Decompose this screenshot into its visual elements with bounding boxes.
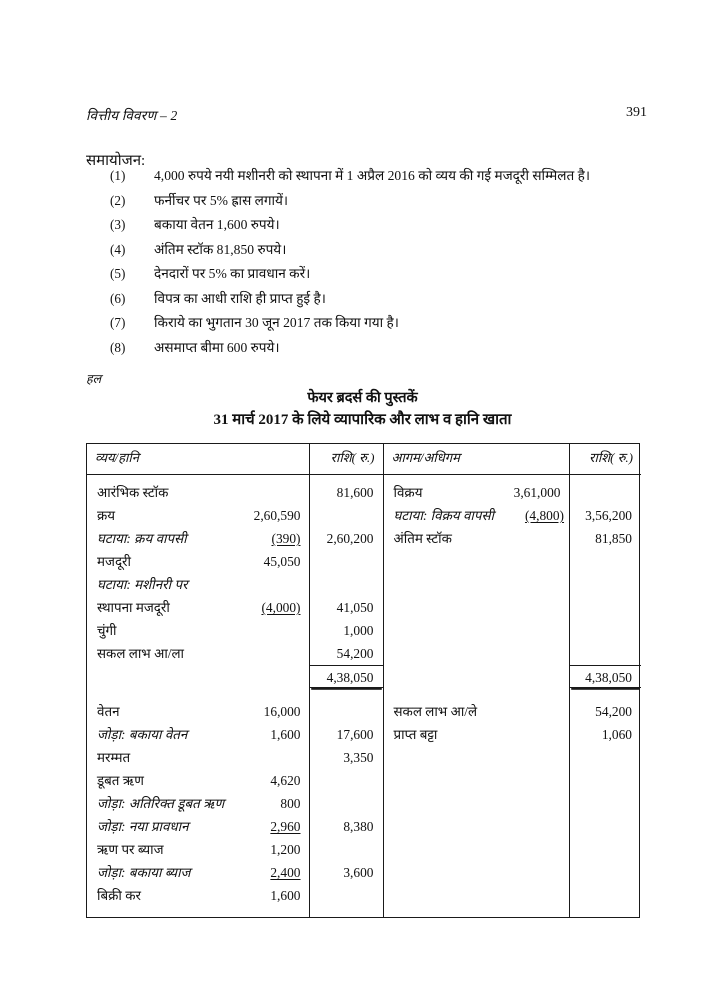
account-line-label: मजदूरी: [97, 554, 131, 569]
blank-line: [384, 861, 569, 884]
blank-line: [570, 792, 642, 815]
credit-particulars-column: [383, 475, 569, 918]
adjustment-text: देनदारों पर 5% का प्रावधान करें।: [154, 266, 311, 281]
account-line: [87, 792, 309, 815]
statement-heading-line2: 31 मार्च 2017 के लिये व्यापारिक और लाभ व हानि खाता: [213, 412, 512, 428]
credit-amount-lines: [570, 475, 642, 917]
blank-line: [570, 573, 642, 596]
running-head: वित्तीय विवरण – 2: [86, 108, 178, 123]
account-amount-cell: [310, 838, 383, 861]
trading-profit-loss-account-table: [86, 443, 640, 918]
account-line-inner-amount: (390): [271, 531, 301, 546]
blank-line: [570, 838, 642, 861]
account-line-label: सकल लाभ आ/ला: [97, 646, 185, 661]
account-line-label: जोड़ा: नया प्रावधान: [97, 819, 189, 834]
account-amount-cell: [310, 504, 383, 527]
blank-line: [384, 746, 569, 769]
account-line-label: चुंगी: [97, 623, 117, 638]
blank-line: [384, 642, 569, 665]
account-line-label: ऋण पर ब्याज: [97, 842, 164, 857]
account-amount-cell: 54,200: [595, 704, 632, 719]
adjustment-text: 4,000 रुपये नयी मशीनरी को स्थापना में 1 अप्रैल 2016 को व्यय की गई मजदूरी सम्मिलत है।: [154, 168, 591, 183]
account-amount-cell: 8,380: [343, 819, 374, 834]
account-amount-cell: [310, 792, 383, 815]
account-line: [87, 596, 309, 619]
blank-line: [570, 619, 642, 642]
adjustment-item: [110, 288, 670, 313]
account-amount-cell: 3,600: [343, 865, 374, 880]
credit-total: 4,38,050: [570, 665, 642, 688]
blank-line: [384, 550, 569, 573]
account-line-inner-amount: 16,000: [263, 704, 301, 719]
account-amount-cell: [310, 573, 383, 596]
account-line: [87, 746, 309, 769]
adjustment-item: [110, 312, 670, 337]
adjustment-item: [110, 190, 670, 215]
section-gap: [384, 907, 569, 917]
adjustment-number: (2): [110, 192, 126, 208]
account-line-inner-amount: 4,620: [270, 773, 301, 788]
account-line: [87, 619, 309, 642]
adjustment-item: [110, 165, 670, 190]
account-amount-cell: 2,60,200: [326, 531, 374, 546]
account-line: [87, 550, 309, 573]
account-line: [87, 861, 309, 884]
section-gap: [570, 688, 642, 700]
account-line-label: घटाया: मशीनरी पर: [97, 577, 188, 592]
adjustment-item: [110, 263, 670, 288]
account-amount-cell: [310, 700, 383, 723]
table-body-row: [87, 475, 641, 918]
blank-line: [570, 861, 642, 884]
account-line-label: बिक्री कर: [97, 888, 141, 903]
credit-particulars-lines: [384, 475, 569, 917]
account-line-label: विक्रय: [393, 485, 423, 500]
account-line-inner-amount: 2,400: [270, 865, 301, 880]
account-amount-cell: [310, 884, 383, 907]
account-line: [87, 504, 309, 527]
account-amount-cell: 17,600: [336, 727, 374, 742]
account-amount-cell: [570, 481, 642, 504]
account-amount-cell: 3,56,200: [585, 508, 632, 523]
account-line-label: घटाया: क्रय वापसी: [97, 531, 187, 546]
statement-heading-line1: फेयर ब्रदर्स की पुस्तकें: [307, 390, 418, 406]
blank-line: [384, 838, 569, 861]
account-amount-cell: 1,060: [601, 727, 632, 742]
account-line-inner-amount: 2,960: [270, 819, 301, 834]
debit-particulars-lines: [87, 475, 309, 917]
account-line-label: सकल लाभ आ/ले: [393, 704, 478, 719]
account-line-inner-amount: 1,600: [270, 888, 301, 903]
total-row-spacer: [87, 665, 309, 688]
account-line-inner-amount: 1,200: [270, 842, 301, 857]
account-amount-cell: [310, 769, 383, 792]
account-amount-cell: 81,850: [595, 531, 632, 546]
table-header-row: [87, 444, 641, 475]
section-gap: [87, 907, 309, 917]
adjustment-text: बकाया वेतन 1,600 रुपये।: [154, 217, 280, 232]
debit-amount-lines: [310, 475, 383, 917]
blank-line: [384, 792, 569, 815]
account-line: [87, 769, 309, 792]
section-gap: [310, 907, 383, 917]
adjustment-text: किराये का भुगतान 30 जून 2017 तक किया गया है।: [154, 315, 399, 330]
column-header-debit-amount: राशि( रु.): [309, 444, 383, 475]
column-header-credit-particulars: आगम/अधिगम: [383, 444, 569, 475]
account-line: [87, 700, 309, 723]
adjustment-number: (7): [110, 315, 126, 330]
account-line-label: आरंभिक स्टॉक: [97, 485, 169, 500]
blank-line: [384, 573, 569, 596]
account-line: [87, 815, 309, 838]
account-line-inner-amount: (4,800): [524, 508, 565, 523]
account-line: [384, 504, 569, 527]
column-header-debit-particulars: व्यय/हानि: [87, 444, 309, 475]
account-line: [87, 642, 309, 665]
account-line-label: डूबत ऋण: [97, 773, 144, 788]
blank-line: [570, 642, 642, 665]
adjustment-number: (6): [110, 290, 126, 306]
page-number: 391: [626, 105, 647, 120]
blank-line: [384, 884, 569, 907]
section-gap: [87, 688, 309, 700]
account-line-label: मरम्मत: [97, 750, 131, 765]
account-line: [384, 527, 569, 550]
account-line-label: जोड़ा: अतिरिक्त डूबत ऋण: [97, 796, 225, 811]
adjustment-item: [110, 337, 670, 362]
account-line: [87, 838, 309, 861]
adjustment-item: [110, 214, 670, 239]
credit-amount-column: [569, 475, 641, 918]
account-line-inner-amount: (4,000): [261, 600, 301, 615]
section-gap: [570, 907, 642, 917]
account-line-label: जोड़ा: बकाया वेतन: [97, 727, 188, 742]
adjustment-number: (5): [110, 266, 126, 281]
account-line-label: प्राप्त बट्टा: [393, 727, 438, 742]
account-line: [384, 700, 569, 723]
adjustments-title: समायोजन:: [86, 153, 146, 169]
account-line: [87, 723, 309, 746]
blank-line: [384, 815, 569, 838]
blank-line: [570, 884, 642, 907]
account-line-label: क्रय: [97, 508, 116, 523]
section-gap: [310, 688, 383, 700]
account-line: [87, 527, 309, 550]
total-row-spacer: [384, 665, 569, 688]
account-line-inner-amount: 1,600: [270, 727, 301, 742]
blank-line: [384, 596, 569, 619]
adjustment-number: (3): [110, 217, 126, 232]
section-gap: [384, 688, 569, 700]
adjustment-text: फर्नीचर पर 5% ह्रास लगायें।: [154, 192, 289, 208]
account-line-inner-amount: 2,60,590: [253, 508, 301, 523]
adjustment-text: अंतिम स्टॉक 81,850 रुपये।: [154, 241, 287, 257]
solution-label: हल: [86, 372, 102, 386]
account-line: [384, 723, 569, 746]
adjustment-number: (1): [110, 168, 126, 183]
account-line-inner-amount: 45,050: [263, 554, 301, 569]
account-amount-cell: 54,200: [336, 646, 374, 661]
adjustment-text: असमाप्त बीमा 600 रुपये।: [154, 339, 280, 355]
account-amount-cell: 3,350: [343, 750, 374, 765]
debit-total: 4,38,050: [310, 665, 383, 688]
blank-line: [570, 815, 642, 838]
blank-line: [570, 746, 642, 769]
account-line: [87, 481, 309, 504]
blank-line: [384, 619, 569, 642]
account-amount-cell: 1,000: [343, 623, 374, 638]
blank-line: [570, 769, 642, 792]
adjustment-text: विपत्र का आधी राशि ही प्राप्त हुई है।: [154, 290, 326, 306]
account-line-label: अंतिम स्टॉक: [393, 531, 452, 546]
debit-amount-column: [309, 475, 383, 918]
account-line: [384, 481, 569, 504]
account-line-label: घटाया: विक्रय वापसी: [393, 508, 495, 523]
adjustments-list: [110, 165, 670, 361]
blank-line: [570, 550, 642, 573]
account-line-inner-amount: 3,61,000: [513, 485, 561, 500]
debit-particulars-column: [87, 475, 309, 918]
blank-line: [384, 769, 569, 792]
account-amount-cell: [310, 550, 383, 573]
account-line-label: जोड़ा: बकाया ब्याज: [97, 865, 191, 880]
adjustment-number: (4): [110, 241, 126, 257]
adjustment-number: (8): [110, 339, 126, 355]
column-header-credit-amount: राशि( रु.): [569, 444, 641, 475]
account-amount-cell: 81,600: [336, 485, 374, 500]
account-line-inner-amount: 800: [280, 796, 301, 811]
blank-line: [570, 596, 642, 619]
account-line-label: स्थापना मजदूरी: [97, 600, 170, 615]
account-line: [87, 884, 309, 907]
account-line: [87, 573, 309, 596]
account-line-label: वेतन: [97, 704, 120, 719]
adjustment-item: [110, 239, 670, 264]
account-amount-cell: 41,050: [336, 600, 374, 615]
